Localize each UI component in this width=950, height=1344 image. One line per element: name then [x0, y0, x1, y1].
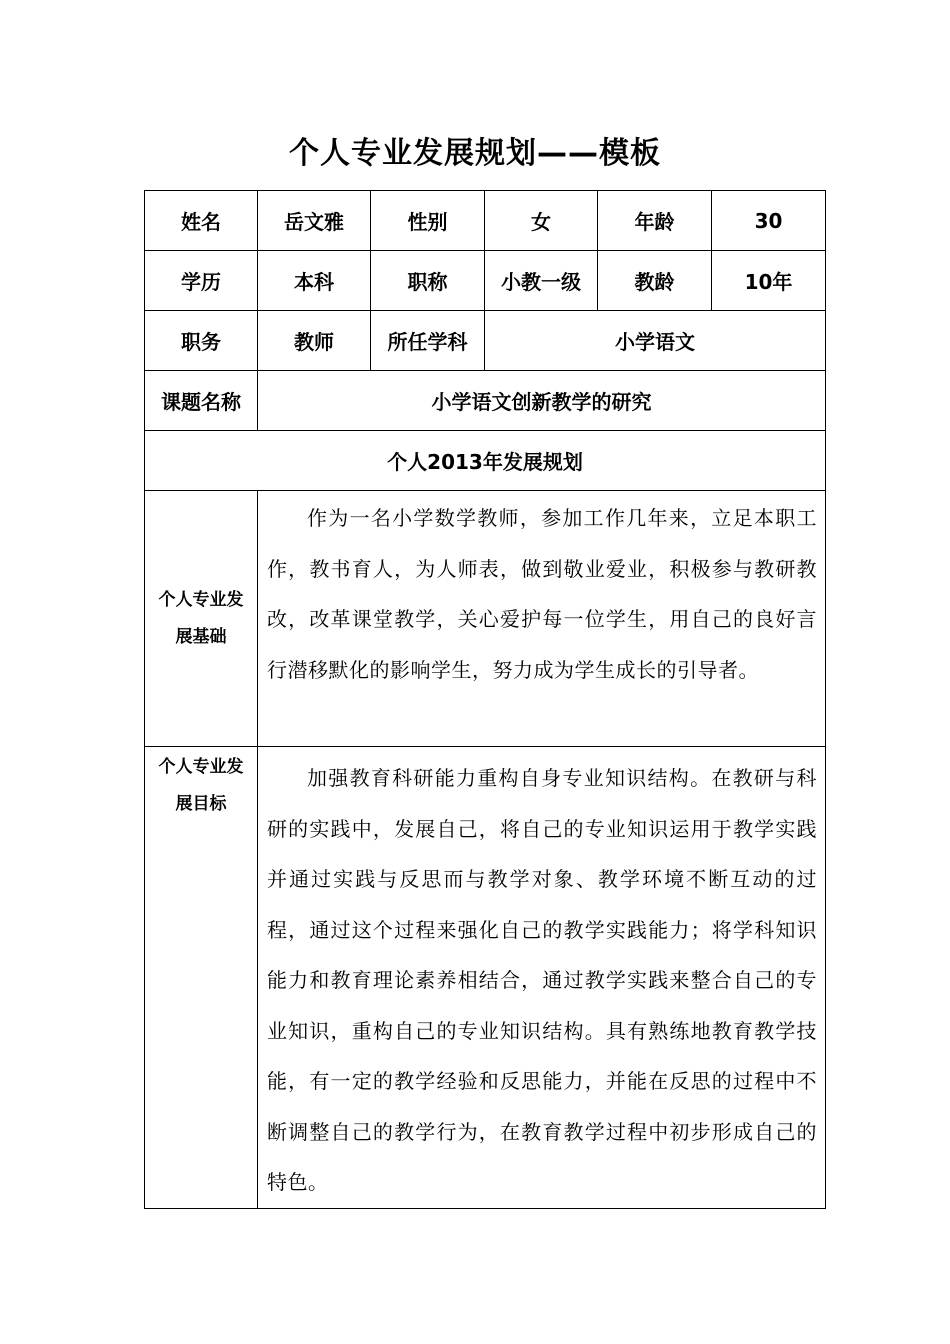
gender-label: 性别 [371, 191, 485, 251]
basis-label-text: 个人专业发展基础 [158, 589, 244, 647]
table-row [145, 747, 826, 1209]
teaching-years-value: 10年 [712, 251, 826, 311]
goal-label [145, 747, 258, 1209]
goal-cell [258, 747, 826, 1209]
subject-label: 所任学科 [371, 311, 485, 371]
goal-label-text: 个人专业发展目标 [158, 757, 244, 814]
name-label: 姓名 [145, 191, 258, 251]
age-value: 30 [712, 191, 826, 251]
profile-table [144, 190, 826, 1209]
topic-value: 小学语文创新教学的研究 [258, 371, 826, 431]
basis-cell [258, 491, 826, 747]
post-label: 职务 [145, 311, 258, 371]
subject-value: 小学语文 [485, 311, 826, 371]
education-label: 学历 [145, 251, 258, 311]
table-row [145, 251, 826, 311]
rank-value: 小教一级 [485, 251, 598, 311]
name-value: 岳文雅 [258, 191, 371, 251]
table-row [145, 431, 826, 491]
post-value: 教师 [258, 311, 371, 371]
table-row [145, 311, 826, 371]
table-row [145, 371, 826, 431]
plan-heading: 个人2013年发展规划 [145, 431, 826, 491]
basis-label [145, 491, 258, 747]
topic-label: 课题名称 [145, 371, 258, 431]
goal-text: 加强教育科研能力重构自身专业知识结构。在教研与科研的实践中，发展自己，将自己的专业知识运用于教学实践并通过实践与反思而与教学对象、教学环境不断互动的过程，通过这个过程来强化自己的教学实践能力；将学科知识能力和教育理论素养相结合，通过教学实践来整合自己的专业知识，重构自己的专业知识结构。具有熟练地教育教学技能，有一定的教学经验和反思能力，并能在反思的过程中不断调整自己的教学行为，在教育教学过程中初步形成自己的特色。 [267, 766, 817, 1194]
basis-text: 作为一名小学数学教师，参加工作几年来，立足本职工作，教书育人，为人师表，做到敬业爱业，积极参与教研教改，改革课堂教学，关心爱护每一位学生，用自己的良好言行潜移默化的影响学生，努力成为学生成长的引导者。 [267, 506, 817, 682]
gender-value: 女 [485, 191, 598, 251]
education-value: 本科 [258, 251, 371, 311]
teaching-years-label: 教龄 [598, 251, 712, 311]
age-label: 年龄 [598, 191, 712, 251]
rank-label: 职称 [371, 251, 485, 311]
table-row [145, 491, 826, 747]
page-title: 个人专业发展规划——模板 [289, 136, 661, 171]
table-row [145, 191, 826, 251]
